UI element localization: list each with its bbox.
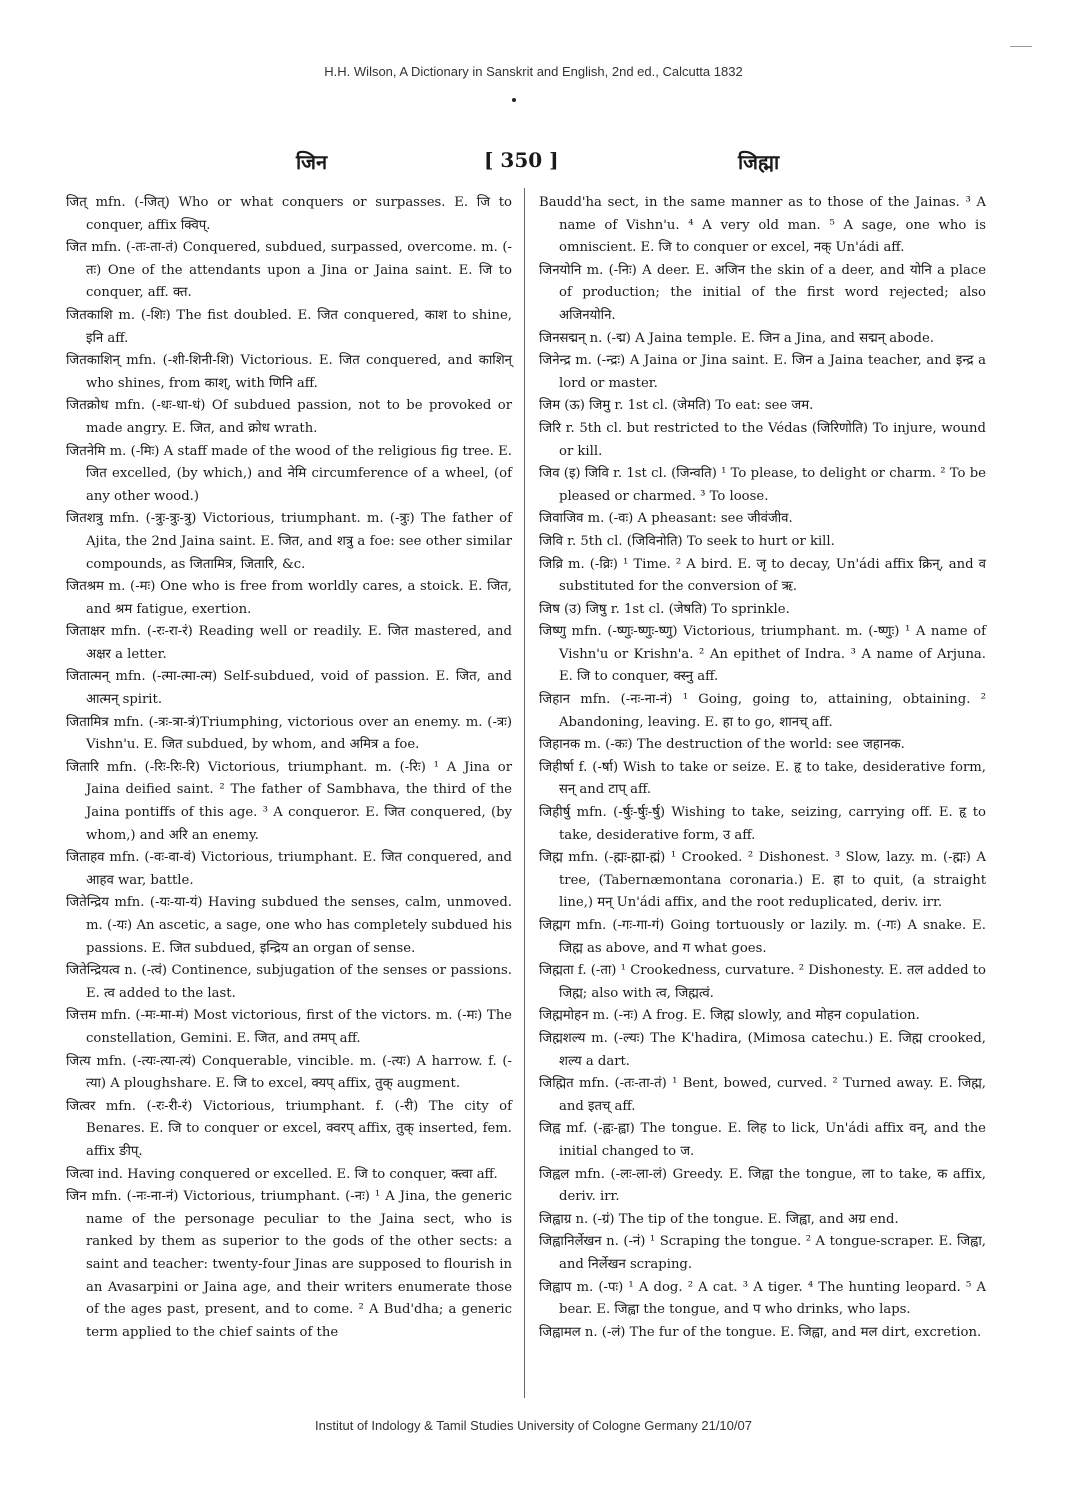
- dictionary-entry: जिह्मग mfn. (-गः-गा-गं) Going tortuously or lazily. m. (-गः) A snake. E. जिह्म as above, and ग what goes.: [539, 918, 986, 956]
- dictionary-entry: जिह्वाग्र n. (-ग्रं) The tip of the tongue. E. जिह्वा, and अग्र end.: [539, 1211, 899, 1227]
- dictionary-entry: जित् mfn. (-जित्) Who or what conquers or surpasses. E. जि to conquer, affix क्विप्.: [66, 195, 512, 233]
- dictionary-entry: जिवाजिव m. (-वः) A pheasant: see जीवंजीव.: [539, 511, 793, 527]
- dictionary-entry: जितक्रोध mfn. (-धः-धा-धं) Of subdued passion, not to be provoked or made angry. E. जित, and क्रोध wrath.: [66, 398, 512, 436]
- dictionary-entry: जितारि mfn. (-रिः-रिः-रि) Victorious, triumphant. m. (-रिः) ¹ A Jina or Jaina deified saint. ² The father of Sambhava, the third of the Jaina pontiffs of this age. ³ A conqueror. E. जित conquered, (by whom,) and अरि an enemy.: [66, 759, 512, 843]
- dictionary-entry: जिह्ममोहन m. (-नः) A frog. E. जिह्म slowly, and मोहन copulation.: [539, 1008, 920, 1024]
- dictionary-entry: जितामित्र mfn. (-त्रः-त्रा-त्रं)Triumphing, victorious over an enemy. m. (-त्रः) Vishn'u. E. जित subdued, by whom, and अमित्र a foe.: [66, 714, 512, 753]
- dictionary-entry: जितकाशिन् mfn. (-शी-शिनी-शि) Victorious. E. जित conquered, and काशिन् who shines, from काश्, with णिनि aff.: [66, 353, 512, 391]
- dictionary-entry: जिह्व mf. (-ह्वः-ह्वा) The tongue. E. लिह to lick, Un'ádi affix वन्, and the initial changed to ज.: [539, 1121, 986, 1159]
- dictionary-entry: जिताक्षर mfn. (-रः-रा-रं) Reading well or readily. E. जित mastered, and अक्षर a letter.: [66, 624, 512, 662]
- left-running-head: जिन: [296, 150, 328, 174]
- left-column: [66, 192, 512, 1344]
- dictionary-entry: जित mfn. (-तः-ता-तं) Conquered, subdued, surpassed, overcome. m. (-तः) One of the attendants upon a Jina or Jaina saint. E. जि to conquer, aff. क्त.: [66, 240, 512, 301]
- dictionary-entry: जिरि r. 5th cl. but restricted to the Védas (जिरिणोति) To injure, wound or kill.: [539, 420, 986, 459]
- dictionary-entry: जिह्मता f. (-ता) ¹ Crookedness, curvature. ² Dishonesty. E. तल added to जिह्म; also with त्व, जिह्मत्वं.: [539, 963, 986, 1001]
- dictionary-entry: जिहानक m. (-कः) The destruction of the world: see जहानक.: [539, 737, 905, 753]
- column-divider: [524, 188, 525, 1398]
- page-number: [ 350 ]: [484, 148, 559, 172]
- dictionary-entry: जिह्वामल n. (-लं) The fur of the tongue. E. जिह्वा, and मल dirt, excretion.: [539, 1324, 982, 1340]
- dictionary-entry: जितेन्द्रियत्व n. (-त्वं) Continence, subjugation of the senses or passions. E. त्व added to the last.: [66, 963, 512, 1001]
- dictionary-entry: जिवि r. 5th cl. (जिविनोति) To seek to hurt or kill.: [539, 533, 835, 549]
- dictionary-entry: जित्वर mfn. (-रः-री-रं) Victorious, triumphant. f. (-री) The city of Benares. E. जि to conquer or excel, क्वरप् affix, तुक् inserted, fem. affix ङीप्.: [66, 1098, 512, 1159]
- dictionary-entry: जिहान mfn. (-नः-ना-नं) ¹ Going, going to, attaining, obtaining. ² Abandoning, leaving. E. हा to go, शानच् aff.: [539, 692, 986, 730]
- dictionary-entry: जिह्वल mfn. (-लः-ला-लं) Greedy. E. जिह्वा the tongue, ला to take, क affix, deriv. irr.: [539, 1166, 986, 1205]
- dictionary-entry: जिव्रि m. (-व्रिः) ¹ Time. ² A bird. E. जृ to decay, Un'ádi affix क्रिन्, and व substituted for the conversion of ऋ.: [539, 556, 986, 595]
- right-running-head: जिह्मा: [738, 150, 780, 174]
- dictionary-entry: जितेन्द्रिय mfn. (-यः-या-यं) Having subdued the senses, calm, unmoved. m. (-यः) An ascetic, a sage, one who has completely subdued his passions. E. जित subdued, इन्द्रिय an organ of sense.: [66, 895, 512, 956]
- dictionary-entry: Baudd'ha sect, in the same manner as to those of the Jainas. ³ A name of Vishn'u. ⁴ A very old man. ⁵ A sage, one who is omniscient. E. जि to conquer or excel, नक् Un'ádi aff.: [539, 195, 986, 256]
- dictionary-entry: जिनयोनि m. (-निः) A deer. E. अजिन the skin of a deer, and योनि a place of production; the initial of the first word rejected; also अजिनयोनि.: [539, 262, 986, 323]
- dictionary-entry: जिह्मित mfn. (-तः-ता-तं) ¹ Bent, bowed, curved. ² Turned away. E. जिह्म, and इतच् aff.: [539, 1076, 986, 1114]
- dictionary-entry: जिनेन्द्र m. (-न्द्रः) A Jaina or Jina saint. E. जिन a Jaina teacher, and इन्द्र a lord or master.: [539, 353, 986, 391]
- page-header: [0, 148, 1067, 178]
- dictionary-entry: जिह्मशल्य m. (-ल्यः) The K'hadira, (Mimosa catechu.) E. जिह्म crooked, शल्य a dart.: [539, 1030, 986, 1069]
- dictionary-entry: जिष्णु mfn. (-ष्णुः-ष्णुः-ष्णु) Victorious, triumphant. m. (-ष्णुः) ¹ A name of Vishn'u or Krishn'a. ² An epithet of Indra. ³ A name of Arjuna. E. जि to conquer, क्स्नु aff.: [539, 624, 986, 685]
- dictionary-entry: जिहीर्षा f. (-र्षा) Wish to take or seize. E. हृ to take, desiderative form, सन् and टाप् aff.: [539, 759, 986, 798]
- dictionary-entry: जित्वा ind. Having conquered or excelled. E. जि to conquer, क्त्वा aff.: [66, 1166, 498, 1182]
- dictionary-entry: जिहीर्षु mfn. (-र्षुः-र्षुः-र्षु) Wishing to take, seizing, carrying off. E. हृ to take, desiderative form, उ aff.: [539, 805, 986, 843]
- dictionary-entry: जिनसद्मन् n. (-द्म) A Jaina temple. E. जिन a Jina, and सद्मन् abode.: [539, 330, 934, 346]
- dictionary-entry: जिव (इ) जिवि r. 1st cl. (जिन्वति) ¹ To please, to delight or charm. ² To be pleased or charmed. ³ To loose.: [539, 466, 986, 504]
- dictionary-entry: जिम (ऊ) जिमु r. 1st cl. (जेमति) To eat: see जम.: [539, 398, 814, 414]
- dictionary-entry: जिन mfn. (-नः-ना-नं) Victorious, triumphant. (-नः) ¹ A Jina, the generic name of the personage peculiar to the Jaina sect, who is ranked by them as superior to the gods of the other sects: a saint and teacher: twenty-four Jinas are supposed to flourish in an Avasarpini or Jaina age, and their writers enumerate those of the ages past, present, and to come. ² A Bud'dha; a generic term applied to the chief saints of the: [66, 1189, 512, 1340]
- scan-speck: [1010, 46, 1032, 47]
- dictionary-entry: जितात्मन् mfn. (-त्मा-त्मा-त्म) Self-subdued, void of passion. E. जित, and आत्मन् spirit.: [66, 669, 512, 708]
- dictionary-entry: जितश्रम m. (-मः) One who is free from worldly cares, a stoick. E. जित, and श्रम fatigue, exertion.: [66, 579, 512, 617]
- source-footer: Institut of Indology & Tamil Studies University of Cologne Germany 21/10/07: [315, 1418, 752, 1433]
- dictionary-entry: जित्य mfn. (-त्यः-त्या-त्यं) Conquerable, vincible. m. (-त्यः) A harrow. f. (-त्या) A ploughshare. E. जि to excel, क्यप् affix, तुक् augment.: [66, 1053, 512, 1092]
- dictionary-entry: जिष (उ) जिषु r. 1st cl. (जेषति) To sprinkle.: [539, 601, 790, 617]
- print-dot: [512, 98, 516, 102]
- right-column: [539, 192, 986, 1344]
- dictionary-entry: जिह्वानिर्लेखन n. (-नं) ¹ Scraping the tongue. ² A tongue-scraper. E. जिह्वा, and निर्लेखन scraping.: [539, 1234, 986, 1272]
- dictionary-entry: जिह्वाप m. (-पः) ¹ A dog. ² A cat. ³ A tiger. ⁴ The hunting leopard. ⁵ A bear. E. जिह्वा the tongue, and प who drinks, who laps.: [539, 1279, 986, 1318]
- dictionary-entry: जित्तम mfn. (-मः-मा-मं) Most victorious, first of the victors. m. (-मः) The constellation, Gemini. E. जित, and तमप् aff.: [66, 1008, 512, 1046]
- dictionary-entry: जितशत्रु mfn. (-त्रुः-त्रुः-त्रु) Victorious, triumphant. m. (-त्रुः) The father of Ajita, the 2nd Jaina saint. E. जित, and शत्रु a foe: see other similar compounds, as जितामित्र, जितारि, &c.: [66, 511, 512, 572]
- dictionary-entry: जितकाशि m. (-शिः) The fist doubled. E. जित conquered, काश to shine, इनि aff.: [66, 307, 512, 346]
- dictionary-entry: जिह्म mfn. (-ह्मः-ह्मा-ह्मं) ¹ Crooked. ² Dishonest. ³ Slow, lazy. m. (-ह्मः) A tree, (Tabernæmontana coronaria.) E. हा to quit, (a straight line,) मन् Un'ádi affix, and the root reduplicated, deriv. irr.: [539, 850, 986, 911]
- source-header: H.H. Wilson, A Dictionary in Sanskrit and English, 2nd ed., Calcutta 1832: [324, 64, 743, 79]
- dictionary-entry: जिताहव mfn. (-वः-वा-वं) Victorious, triumphant. E. जित conquered, and आहव war, battle.: [66, 850, 512, 888]
- dictionary-entry: जितनेमि m. (-मिः) A staff made of the wood of the religious fig tree. E. जित excelled, (by which,) and नेमि circumference of a wheel, (of any other wood.): [66, 443, 512, 504]
